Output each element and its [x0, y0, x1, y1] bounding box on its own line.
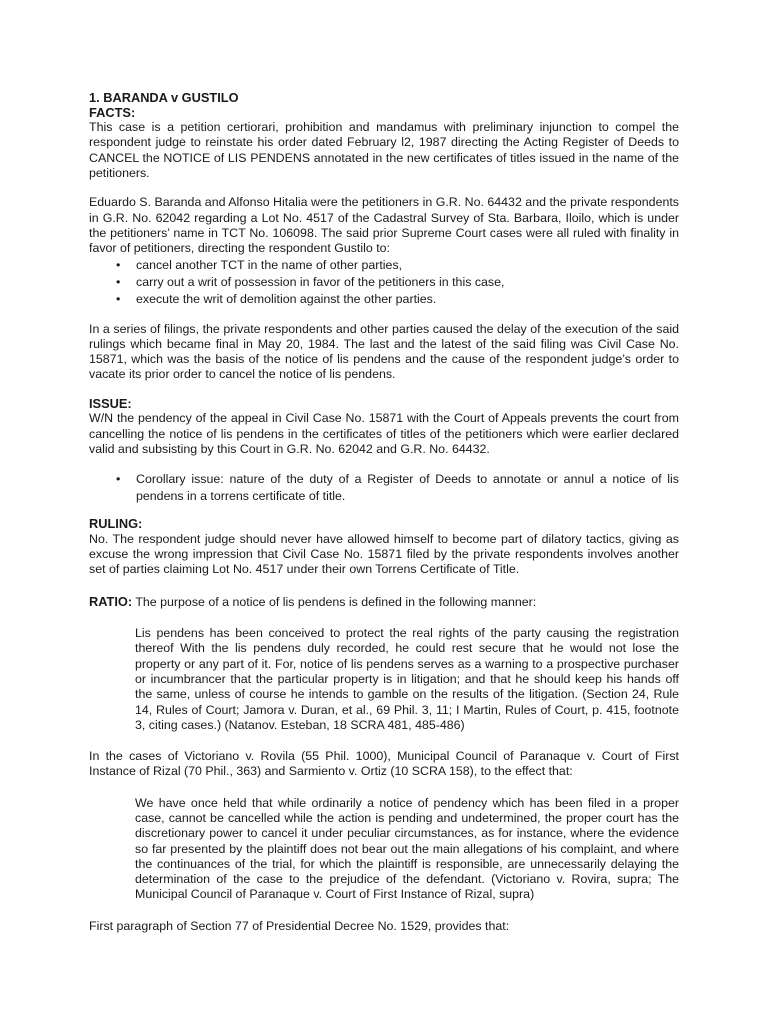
issue-bullet-list	[89, 471, 679, 505]
facts-bullet-list	[89, 257, 679, 308]
ratio-paragraph	[89, 594, 679, 610]
facts-paragraph-3: In a series of filings, the private respondents and other parties caused the delay of the execution of the said rulings which became final in May 20, 1984. The last and the latest of the said filing was Civil Case No. 15871, which was the basis of the notice of lis pendens and the cause of the respondent judge’s order to vacate its prior order to cancel the notice of lis pendens.	[89, 321, 679, 382]
ruling-paragraph-1: No. The respondent judge should never have allowed himself to become part of dilatory tactics, giving as excuse the wrong impression that Civil Case No. 15871 filed by the private respondents involves another set of parties claiming Lot No. 4517 under their own Torrens Certificate of Title.	[89, 531, 679, 577]
ratio-quote-1: Lis pendens has been conceived to protect the real rights of the party causing the registration thereof With the lis pendens duly recorded, he could rest secure that he would not lose the property or any part of it. For, notice of lis pendens serves as a warning to a prospective purchaser or incumbrancer that the particular property is in litigation; and that he should keep his hands off the same, unless of course he intends to gamble on the results of the litigation. (Section 24, Rule 14, Rules of Court; Jamora v. Duran, et al., 69 Phil. 3, 11; I Martin, Rules of Court, p. 415, footnote 3, citing cases.) (Natanov. Esteban, 18 SCRA 481, 485-486)	[135, 626, 679, 732]
facts-paragraph-2: Eduardo S. Baranda and Alfonso Hitalia were the petitioners in G.R. No. 64432 and the private respondents in G.R. No. 62042 regarding a Lot No. 4517 of the Cadastral Survey of Sta. Barbara, Iloilo, which is under the petitioners’ name in TCT No. 106098. The said prior Supreme Court cases were all ruled with finality in favor of petitioners, directing the respondent Gustilo to:	[89, 195, 679, 256]
ratio-label: RATIO:	[89, 593, 133, 609]
bullet-icon: •	[116, 257, 121, 272]
ratio-quote-2: We have once held that while ordinarily a notice of pendency which has been filed in a proper case, cannot be cancelled while the action is pending and undetermined, the proper court has the discretionary power to cancel it under peculiar circumstances, as for instance, where the evidence so far presented by the plaintiff does not bear out the main allegations of his complaint, and where the continuances of the trial, for which the plaintiff is responsible, are unnecessarily delaying the determination of the case to the prejudice of the defendant. (Victoriano v. Rovira, supra; The Municipal Council of Paranaque v. Court of First Instance of Rizal, supra)	[135, 795, 679, 902]
ratio-paragraph-3: First paragraph of Section 77 of Presidential Decree No. 1529, provides that:	[89, 918, 510, 933]
ratio-paragraph-2: In the cases of Victoriano v. Rovila (55 Phil. 1000), Municipal Council of Paranaque v. Court of First Instance of Rizal (70 Phil., 363) and Sarmiento v. Ortiz (10 SCRA 158), to the effect that:	[89, 749, 679, 779]
facts-paragraph-1: This case is a petition certiorari, prohibition and mandamus with preliminary injunction to compel the respondent judge to reinstate his order dated February l2, 1987 directing the Acting Register of Deeds to CANCEL the NOTICE of LIS PENDENS annotated in the new certificates of titles issued in the name of the petitioners.	[89, 120, 679, 181]
case-title: 1. BARANDA v GUSTILO	[89, 90, 239, 105]
facts-heading: FACTS:	[89, 104, 136, 120]
list-item	[89, 274, 679, 291]
ruling-heading: RULING:	[89, 516, 143, 532]
list-item	[89, 257, 679, 274]
bullet-icon: •	[116, 274, 121, 289]
list-item	[89, 291, 679, 308]
issue-paragraph-1: W/N the pendency of the appeal in Civil Case No. 15871 with the Court of Appeals prevents the court from cancelling the notice of lis pendens in the certificates of titles of the petitioners which were earlier declared valid and subsisting by this Court in G.R. No. 62042 and G.R. No. 64432.	[89, 411, 679, 456]
list-item-text: Corollary issue: nature of the duty of a Register of Deeds to annotate or annul a notice of lis pendens in a torrens certificate of title.	[136, 472, 679, 504]
issue-heading: ISSUE:	[89, 395, 132, 411]
list-item-text: cancel another TCT in the name of other parties,	[136, 257, 403, 272]
bullet-icon: •	[116, 472, 121, 487]
ratio-intro: The purpose of a notice of lis pendens is defined in the following manner:	[132, 594, 537, 609]
list-item-text: execute the writ of demolition against the other parties.	[136, 291, 437, 306]
list-item	[89, 471, 679, 505]
document-page	[89, 91, 679, 934]
list-item-text: carry out a writ of possession in favor of the petitioners in this case,	[136, 274, 505, 289]
bullet-icon: •	[116, 291, 121, 306]
